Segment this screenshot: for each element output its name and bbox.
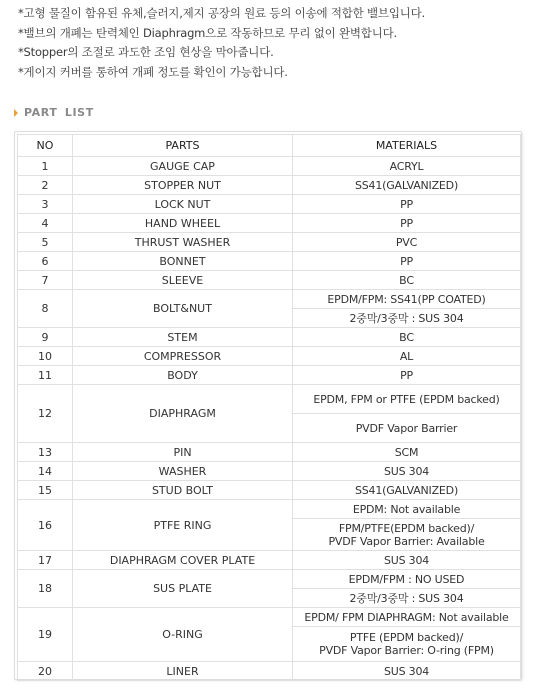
note-line: *고형 물질이 함유된 유체,슬러지,제지 공장의 원료 등의 이송에 적합한 밸브입니다.: [18, 6, 426, 20]
cell-part: LOCK NUT: [73, 195, 293, 214]
cell-part: BOLT&NUT: [73, 290, 293, 328]
table-row: [18, 233, 521, 252]
cell-material: PP: [293, 195, 521, 214]
cell-material: PVDF Vapor Barrier: [293, 414, 521, 443]
table-row: [18, 551, 521, 570]
note-line: *게이지 커버를 통하여 개폐 정도를 확인이 가능합니다.: [18, 64, 288, 79]
cell-part: SLEEVE: [73, 271, 293, 290]
cell-no: 19: [18, 608, 73, 662]
table-row: [18, 443, 521, 462]
table-row: [18, 176, 521, 195]
cell-no: 13: [18, 443, 73, 462]
cell-no: 5: [18, 233, 73, 252]
cell-material: 2중막/3중막 : SUS 304: [293, 589, 521, 608]
cell-part: BODY: [73, 366, 293, 385]
cell-no: 12: [18, 385, 73, 443]
table-row: [18, 385, 521, 414]
header-no: NO: [18, 135, 73, 157]
cell-part: COMPRESSOR: [73, 347, 293, 366]
table-row: [18, 157, 521, 176]
cell-part: DIAPHRAGM COVER PLATE: [73, 551, 293, 570]
cell-no: 3: [18, 195, 73, 214]
cell-material: EPDM, FPM or PTFE (EPDM backed): [293, 385, 521, 414]
cell-no: 16: [18, 500, 73, 551]
cell-material: FPM/PTFE(EPDM backed)/ PVDF Vapor Barrier: Available: [293, 519, 521, 551]
cell-material: PP: [293, 252, 521, 271]
cell-material: EPDM/ FPM DIAPHRAGM: Not available: [293, 608, 521, 627]
cell-part: BONNET: [73, 252, 293, 271]
cell-part: HAND WHEEL: [73, 214, 293, 233]
cell-material: PTFE (EPDM backed)/ PVDF Vapor Barrier: O-ring (FPM): [293, 627, 521, 662]
cell-no: 1: [18, 157, 73, 176]
cell-no: 18: [18, 570, 73, 608]
table-row: [18, 290, 521, 309]
cell-no: 8: [18, 290, 73, 328]
note-line: *밸브의 개폐는 탄력체인 Diaphragm으로 작동하므로 무리 없이 완벽합니다.: [18, 25, 397, 40]
cell-material: ACRYL: [293, 157, 521, 176]
table-row: [18, 366, 521, 385]
cell-part: SUS PLATE: [73, 570, 293, 608]
cell-material: SUS 304: [293, 662, 521, 681]
cell-part: GAUGE CAP: [73, 157, 293, 176]
cell-no: 7: [18, 271, 73, 290]
table-header-row: [18, 135, 521, 157]
cell-no: 14: [18, 462, 73, 481]
cell-part: STOPPER NUT: [73, 176, 293, 195]
table-row: [18, 662, 521, 681]
cell-material: EPDM/FPM : NO USED: [293, 570, 521, 589]
cell-material: PP: [293, 366, 521, 385]
cell-no: 4: [18, 214, 73, 233]
table-row: [18, 252, 521, 271]
cell-material: SUS 304: [293, 551, 521, 570]
table-row: [18, 608, 521, 627]
description-notes: [18, 4, 533, 82]
cell-no: 17: [18, 551, 73, 570]
cell-material: SCM: [293, 443, 521, 462]
header-parts: PARTS: [73, 135, 293, 157]
cell-part: PIN: [73, 443, 293, 462]
table-row: [18, 347, 521, 366]
cell-no: 15: [18, 481, 73, 500]
table-row: [18, 195, 521, 214]
note-line: *Stopper의 조절로 과도한 조임 현상을 막아줍니다.: [18, 45, 274, 59]
cell-material: SS41(GALVANIZED): [293, 176, 521, 195]
triangle-bullet-icon: [14, 109, 18, 117]
cell-part: O-RING: [73, 608, 293, 662]
cell-material: SS41(GALVANIZED): [293, 481, 521, 500]
cell-material: EPDM: Not available: [293, 500, 521, 519]
cell-no: 20: [18, 662, 73, 681]
cell-no: 10: [18, 347, 73, 366]
cell-material: PP: [293, 214, 521, 233]
cell-material: EPDM/FPM: SS41(PP COATED): [293, 290, 521, 309]
cell-part: THRUST WASHER: [73, 233, 293, 252]
cell-part: STUD BOLT: [73, 481, 293, 500]
table-row: [18, 214, 521, 233]
cell-material: SUS 304: [293, 462, 521, 481]
cell-material: BC: [293, 271, 521, 290]
part-list-heading: [14, 106, 94, 119]
header-materials: MATERIALS: [293, 135, 521, 157]
table-row: [18, 271, 521, 290]
part-list-table: [17, 134, 521, 681]
cell-part: WASHER: [73, 462, 293, 481]
cell-no: 6: [18, 252, 73, 271]
table-body: [18, 157, 521, 681]
table-row: [18, 570, 521, 589]
cell-material: AL: [293, 347, 521, 366]
table-row: [18, 500, 521, 519]
cell-no: 11: [18, 366, 73, 385]
cell-part: LINER: [73, 662, 293, 681]
cell-part: PTFE RING: [73, 500, 293, 551]
table-row: [18, 328, 521, 347]
cell-no: 2: [18, 176, 73, 195]
table-row: [18, 481, 521, 500]
cell-part: STEM: [73, 328, 293, 347]
cell-material: 2중막/3중막 : SUS 304: [293, 309, 521, 328]
table-row: [18, 462, 521, 481]
cell-material: PVC: [293, 233, 521, 252]
cell-no: 9: [18, 328, 73, 347]
cell-part: DIAPHRAGM: [73, 385, 293, 443]
part-list-title: PART LIST: [24, 106, 94, 119]
cell-material: BC: [293, 328, 521, 347]
